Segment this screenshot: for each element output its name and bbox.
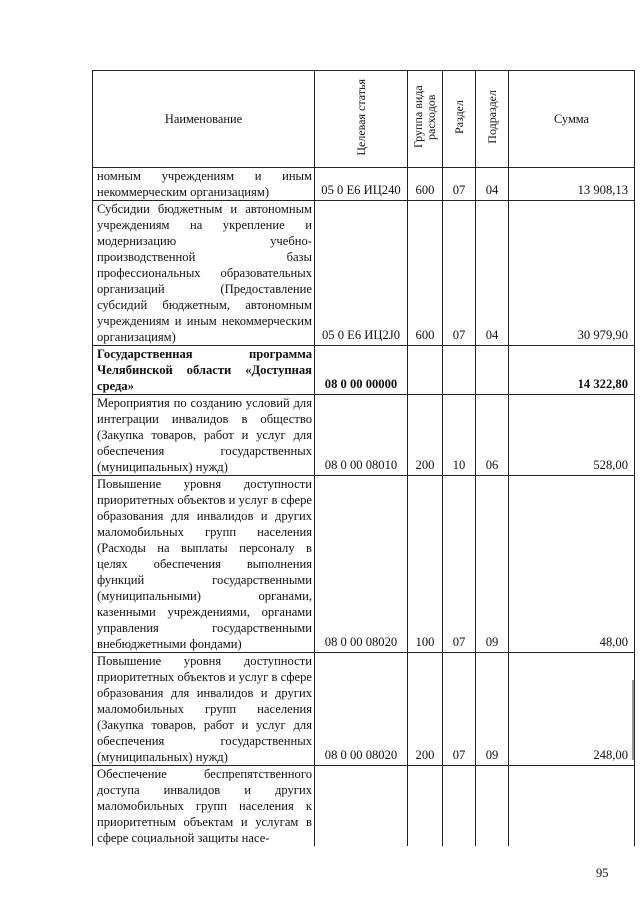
table-row: [93, 395, 635, 476]
header-code: Целевая статья: [353, 78, 368, 156]
table-body: [93, 168, 635, 847]
cell-sum: 13 908,13: [509, 168, 635, 201]
table-row: [93, 476, 635, 653]
header-group-cell: [408, 71, 443, 168]
cell-code: [315, 766, 408, 847]
header-subsection-cell: [476, 71, 509, 168]
table-row: [93, 168, 635, 201]
cell-subsection: 09: [476, 476, 509, 653]
cell-group: 600: [408, 168, 443, 201]
header-section: Раздел: [451, 100, 466, 134]
header-group: Группа вида расходов: [411, 85, 438, 149]
cell-name: Повышение уровня доступности приоритетных объектов и услуг в сфере образования для инвалидов и других маломобильных групп населения (Закупка товаров, работ и услуг для обеспечения государственных (муниципальных) нужд): [93, 653, 315, 766]
cell-code: 08 0 00 00000: [315, 346, 408, 395]
budget-table: [92, 70, 635, 846]
cell-name: Обеспечение беспрепятственного доступа инвалидов и других маломобильных групп населения к приоритетным объектам и услугам в сфере социальной защиты насе-: [93, 766, 315, 847]
cell-group: 200: [408, 395, 443, 476]
cell-group: 600: [408, 201, 443, 346]
header-code-cell: [315, 71, 408, 168]
cell-code: 05 0 Е6 ИЦ240: [315, 168, 408, 201]
cell-sum: 30 979,90: [509, 201, 635, 346]
table-row: [93, 346, 635, 395]
cell-group: 100: [408, 476, 443, 653]
cell-group: [408, 346, 443, 395]
table-row: [93, 766, 635, 847]
cell-group: 200: [408, 653, 443, 766]
cell-section: 07: [443, 653, 476, 766]
cell-subsection: [476, 346, 509, 395]
cell-section: [443, 766, 476, 847]
cell-section: 07: [443, 201, 476, 346]
cell-sum: 528,00: [509, 395, 635, 476]
cell-name: Мероприятия по созданию условий для интеграции инвалидов в общество (Закупка товаров, работ и услуг для обеспечения государственных (муниципальных) нужд): [93, 395, 315, 476]
cell-code: 08 0 00 08010: [315, 395, 408, 476]
cell-code: 08 0 00 08020: [315, 653, 408, 766]
cell-subsection: 04: [476, 201, 509, 346]
header-sum: Сумма: [509, 71, 635, 168]
header-subsection: Подраздел: [484, 90, 499, 144]
cell-section: 07: [443, 168, 476, 201]
table-header-row: [93, 71, 635, 168]
cell-name: Повышение уровня доступности приоритетных объектов и услуг в сфере образования для инвалидов и других маломобильных групп населения (Расходы на выплаты персоналу в целях обеспечения выполнения функций государственными (муниципальными) органами, казенными учреждениями, органами управления государственными внебюджетными фондами): [93, 476, 315, 653]
cell-section: [443, 346, 476, 395]
margin-mark: [632, 680, 634, 760]
cell-name: номным учреждениям и иным некоммерческим организациям): [93, 168, 315, 201]
cell-subsection: 06: [476, 395, 509, 476]
table-row: [93, 653, 635, 766]
cell-section: 07: [443, 476, 476, 653]
cell-sum: 248,00: [509, 653, 635, 766]
cell-code: 05 0 Е6 ИЦ2J0: [315, 201, 408, 346]
cell-sum: 48,00: [509, 476, 635, 653]
cell-subsection: [476, 766, 509, 847]
header-name: Наименование: [93, 71, 315, 168]
page-number: 95: [596, 866, 609, 880]
header-section-cell: [443, 71, 476, 168]
cell-sum: [509, 766, 635, 847]
table-row: [93, 201, 635, 346]
cell-name: Государственная программа Челябинской области «Доступная среда»: [93, 346, 315, 395]
cell-sum: 14 322,80: [509, 346, 635, 395]
cell-section: 10: [443, 395, 476, 476]
cell-code: 08 0 00 08020: [315, 476, 408, 653]
cell-subsection: 04: [476, 168, 509, 201]
cell-subsection: 09: [476, 653, 509, 766]
cell-name: Субсидии бюджетным и автономным учреждениям на укрепление и модернизацию учебно-производственной базы профессиональных образовательных организаций (Предоставление субсидий бюджетным, автономным учреждениям и иным некоммерческим организациям): [93, 201, 315, 346]
cell-group: [408, 766, 443, 847]
